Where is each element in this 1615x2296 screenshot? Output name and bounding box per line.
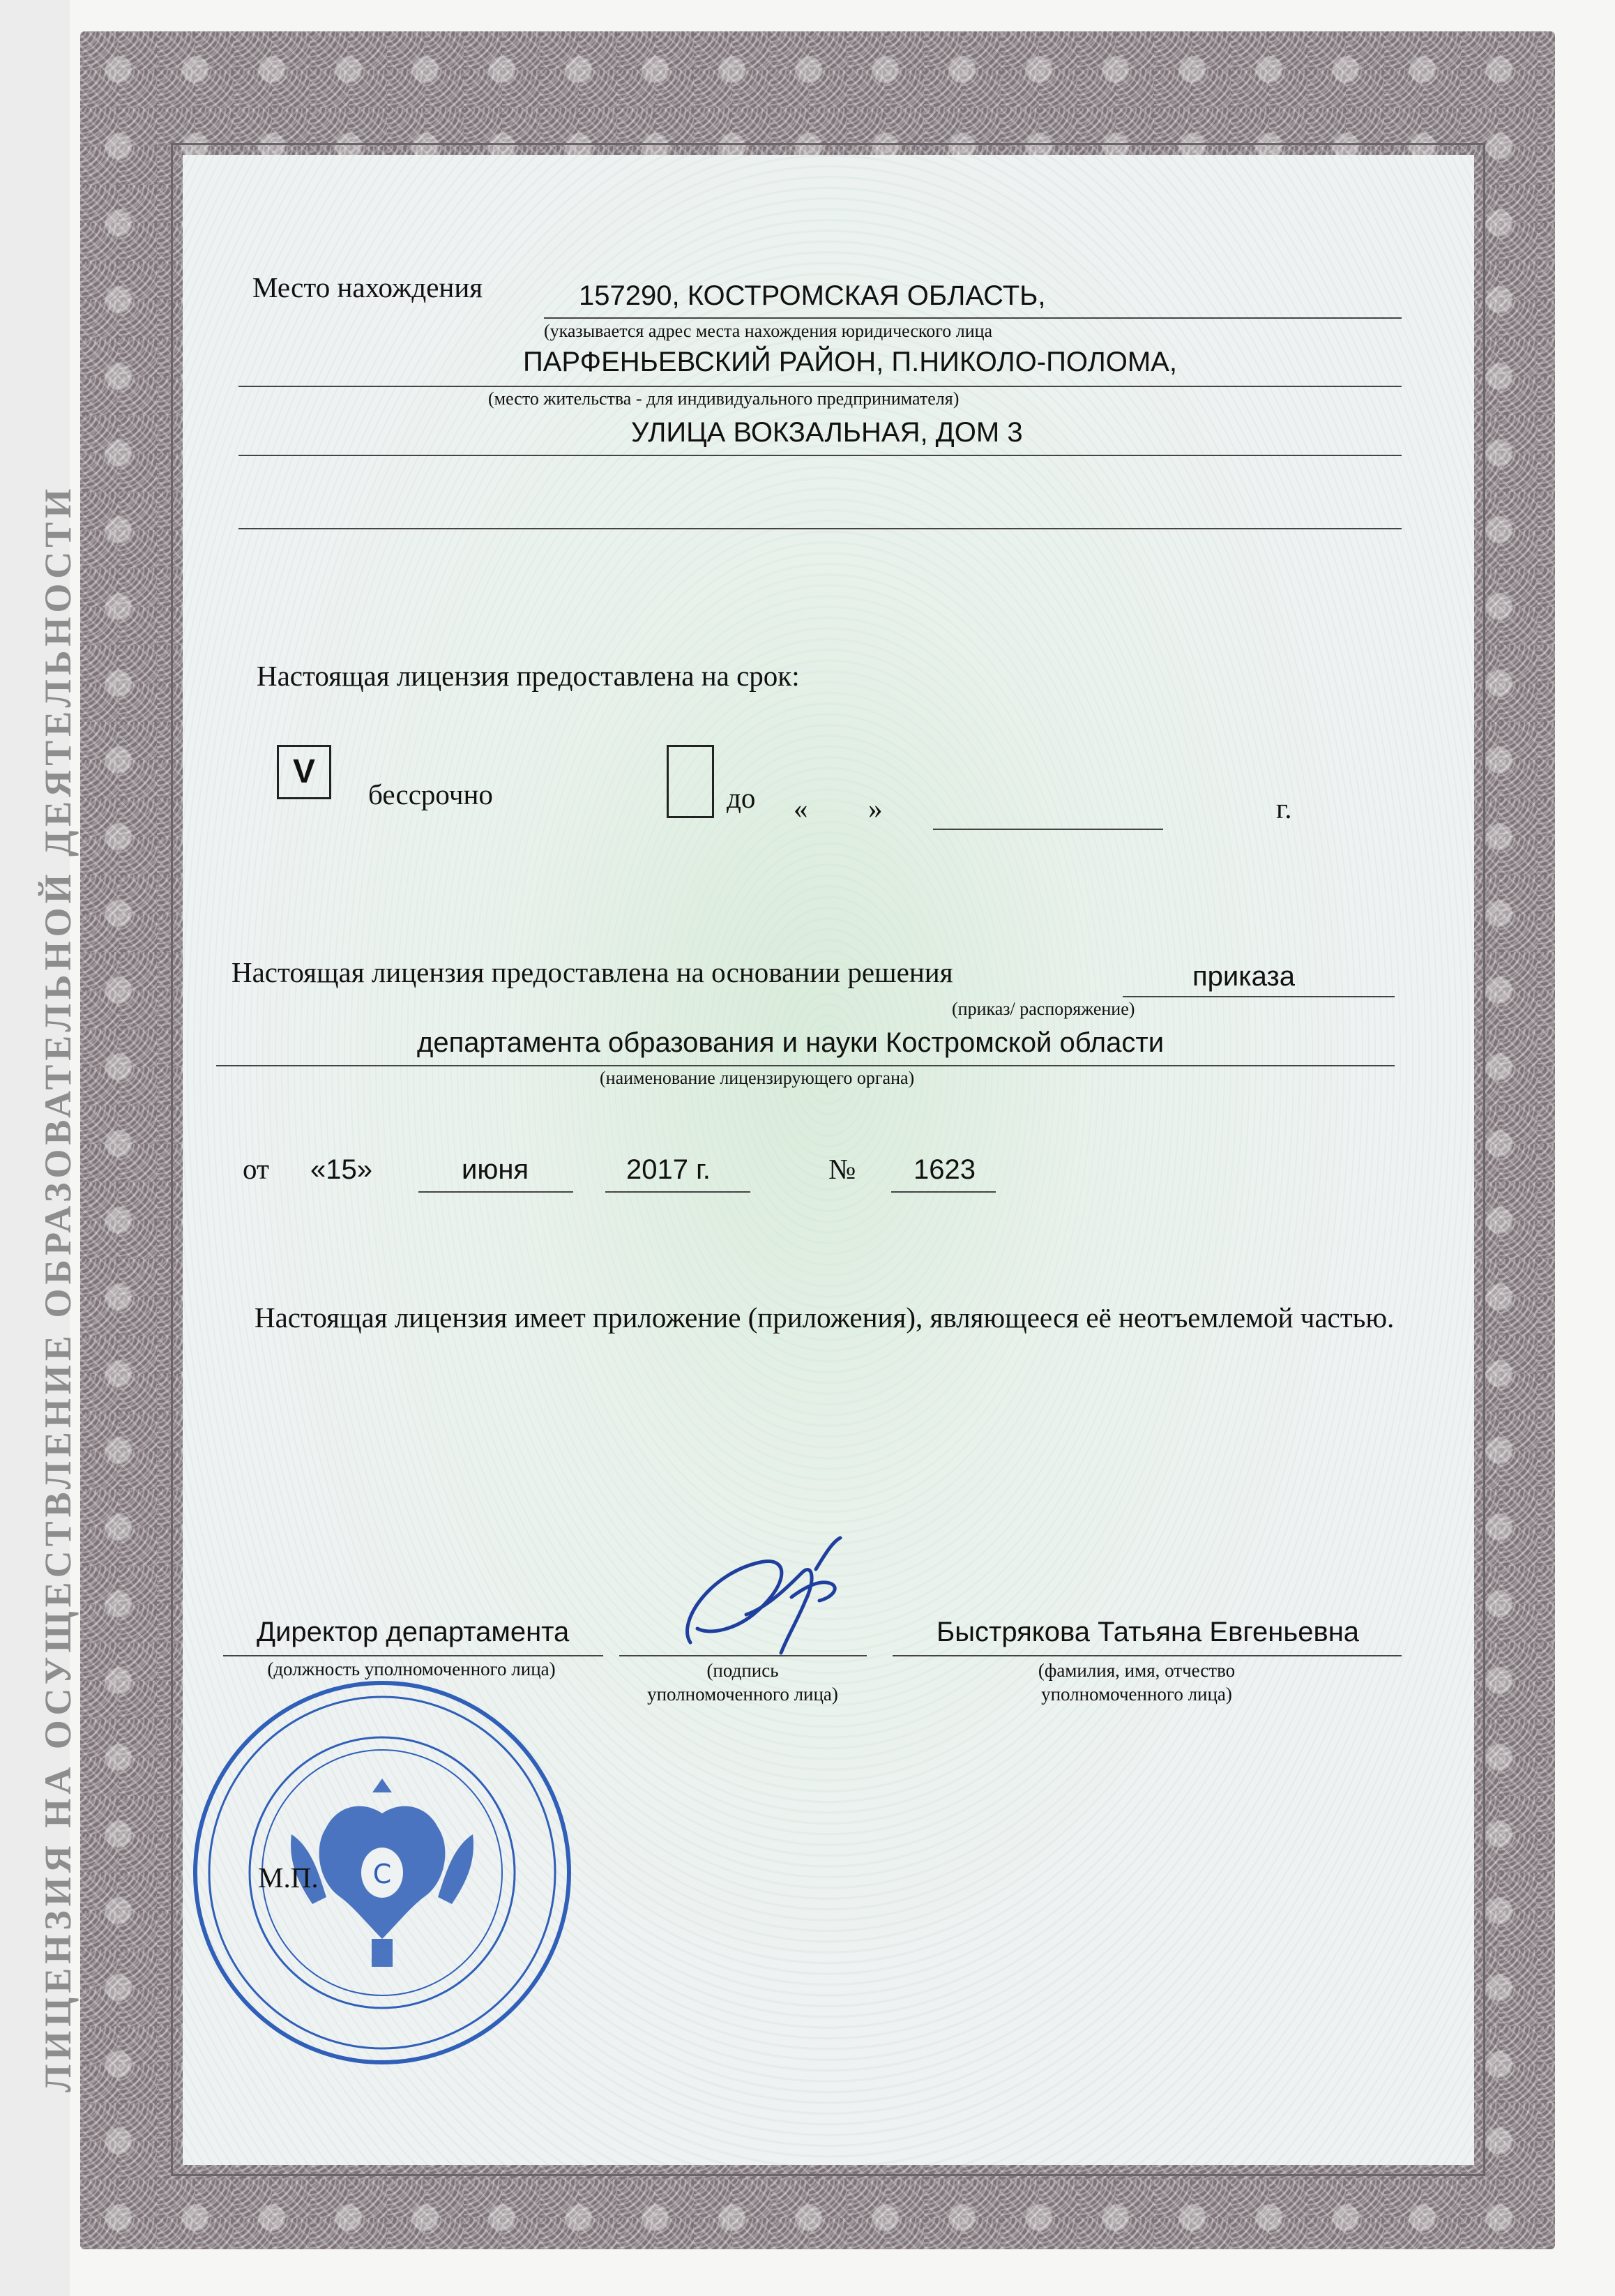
basis-caption-2: (наименование лицензирующего органа): [600, 1068, 915, 1088]
checkbox-indefinite: V: [277, 745, 331, 799]
location-label: Место нахождения: [252, 271, 483, 303]
seal-center-letter: С: [372, 1859, 392, 1889]
license-number: 1623: [913, 1154, 976, 1185]
until-date-rule: [933, 829, 1163, 830]
date-month: июня: [462, 1154, 529, 1185]
quote-open: «: [794, 792, 808, 824]
licensing-authority: департамента образования и науки Костромской области: [417, 1027, 1165, 1058]
year-suffix: г.: [1276, 792, 1292, 824]
date-from-label: от: [243, 1153, 269, 1185]
number-label: №: [828, 1153, 856, 1185]
date-day: «15»: [310, 1154, 372, 1185]
location-rule-3: [238, 455, 1402, 456]
location-rule-2: [238, 386, 1402, 387]
authority-rule: [216, 1065, 1395, 1066]
location-line-2: ПАРФЕНЬЕВСКИЙ РАЙОН, П.НИКОЛО-ПОЛОМА,: [523, 347, 1177, 377]
decision-type: приказа: [1192, 961, 1296, 992]
appendix-text: Настоящая лицензия имеет приложение (приложения), являющееся её неотъемлемой частью.: [255, 1301, 1395, 1334]
checkbox-until-date: [667, 745, 714, 818]
handwritten-signature: [669, 1531, 872, 1660]
location-rule-1: [544, 317, 1402, 319]
location-line-1: 157290, КОСТРОМСКАЯ ОБЛАСТЬ,: [579, 280, 1046, 311]
side-strip: [0, 0, 79, 2296]
location-caption-2: (место жительства - для индивидуального предпринимателя): [488, 388, 960, 409]
term-heading: Настоящая лицензия предоставлена на срок:: [257, 660, 800, 692]
quote-close: »: [868, 792, 883, 824]
name-caption: (фамилия, имя, отчество уполномоченного лица): [1038, 1660, 1236, 1705]
side-title-vertical: ЛИЦЕНЗИЯ НА ОСУЩЕСТВЛЕНИЕ ОБРАЗОВАТЕЛЬНОЙ ДЕЯТЕЛЬНОСТИ: [37, 484, 79, 2092]
position-rule: [223, 1655, 603, 1656]
license-number-rule: [891, 1191, 996, 1193]
signatory-name: Быстрякова Татьяна Евгеньевна: [937, 1617, 1360, 1647]
date-year-rule: [605, 1191, 750, 1193]
location-line-3: УЛИЦА ВОКЗАЛЬНАЯ, ДОМ 3: [631, 417, 1023, 448]
signatory-position: Директор департамента: [257, 1617, 570, 1647]
name-rule: [893, 1655, 1402, 1656]
position-caption: (должность уполномоченного лица): [267, 1659, 556, 1679]
location-rule-4: [238, 528, 1402, 529]
basis-heading: Настоящая лицензия предоставлена на основании решения: [232, 956, 953, 988]
location-caption-1: (указывается адрес места нахождения юридического лица: [544, 321, 993, 341]
basis-caption-1: (приказ/ распоряжение): [952, 999, 1135, 1019]
official-seal: [187, 1674, 577, 2071]
term-option-until-prefix: до: [727, 782, 756, 814]
stamp-place-label: М.П.: [258, 1861, 319, 1894]
date-month-rule: [418, 1191, 573, 1193]
signature-caption: (подпись уполномоченного лица): [647, 1660, 838, 1705]
term-option-indefinite: бессрочно: [368, 778, 493, 810]
date-year: 2017 г.: [626, 1154, 711, 1185]
decision-type-rule: [1123, 996, 1395, 997]
